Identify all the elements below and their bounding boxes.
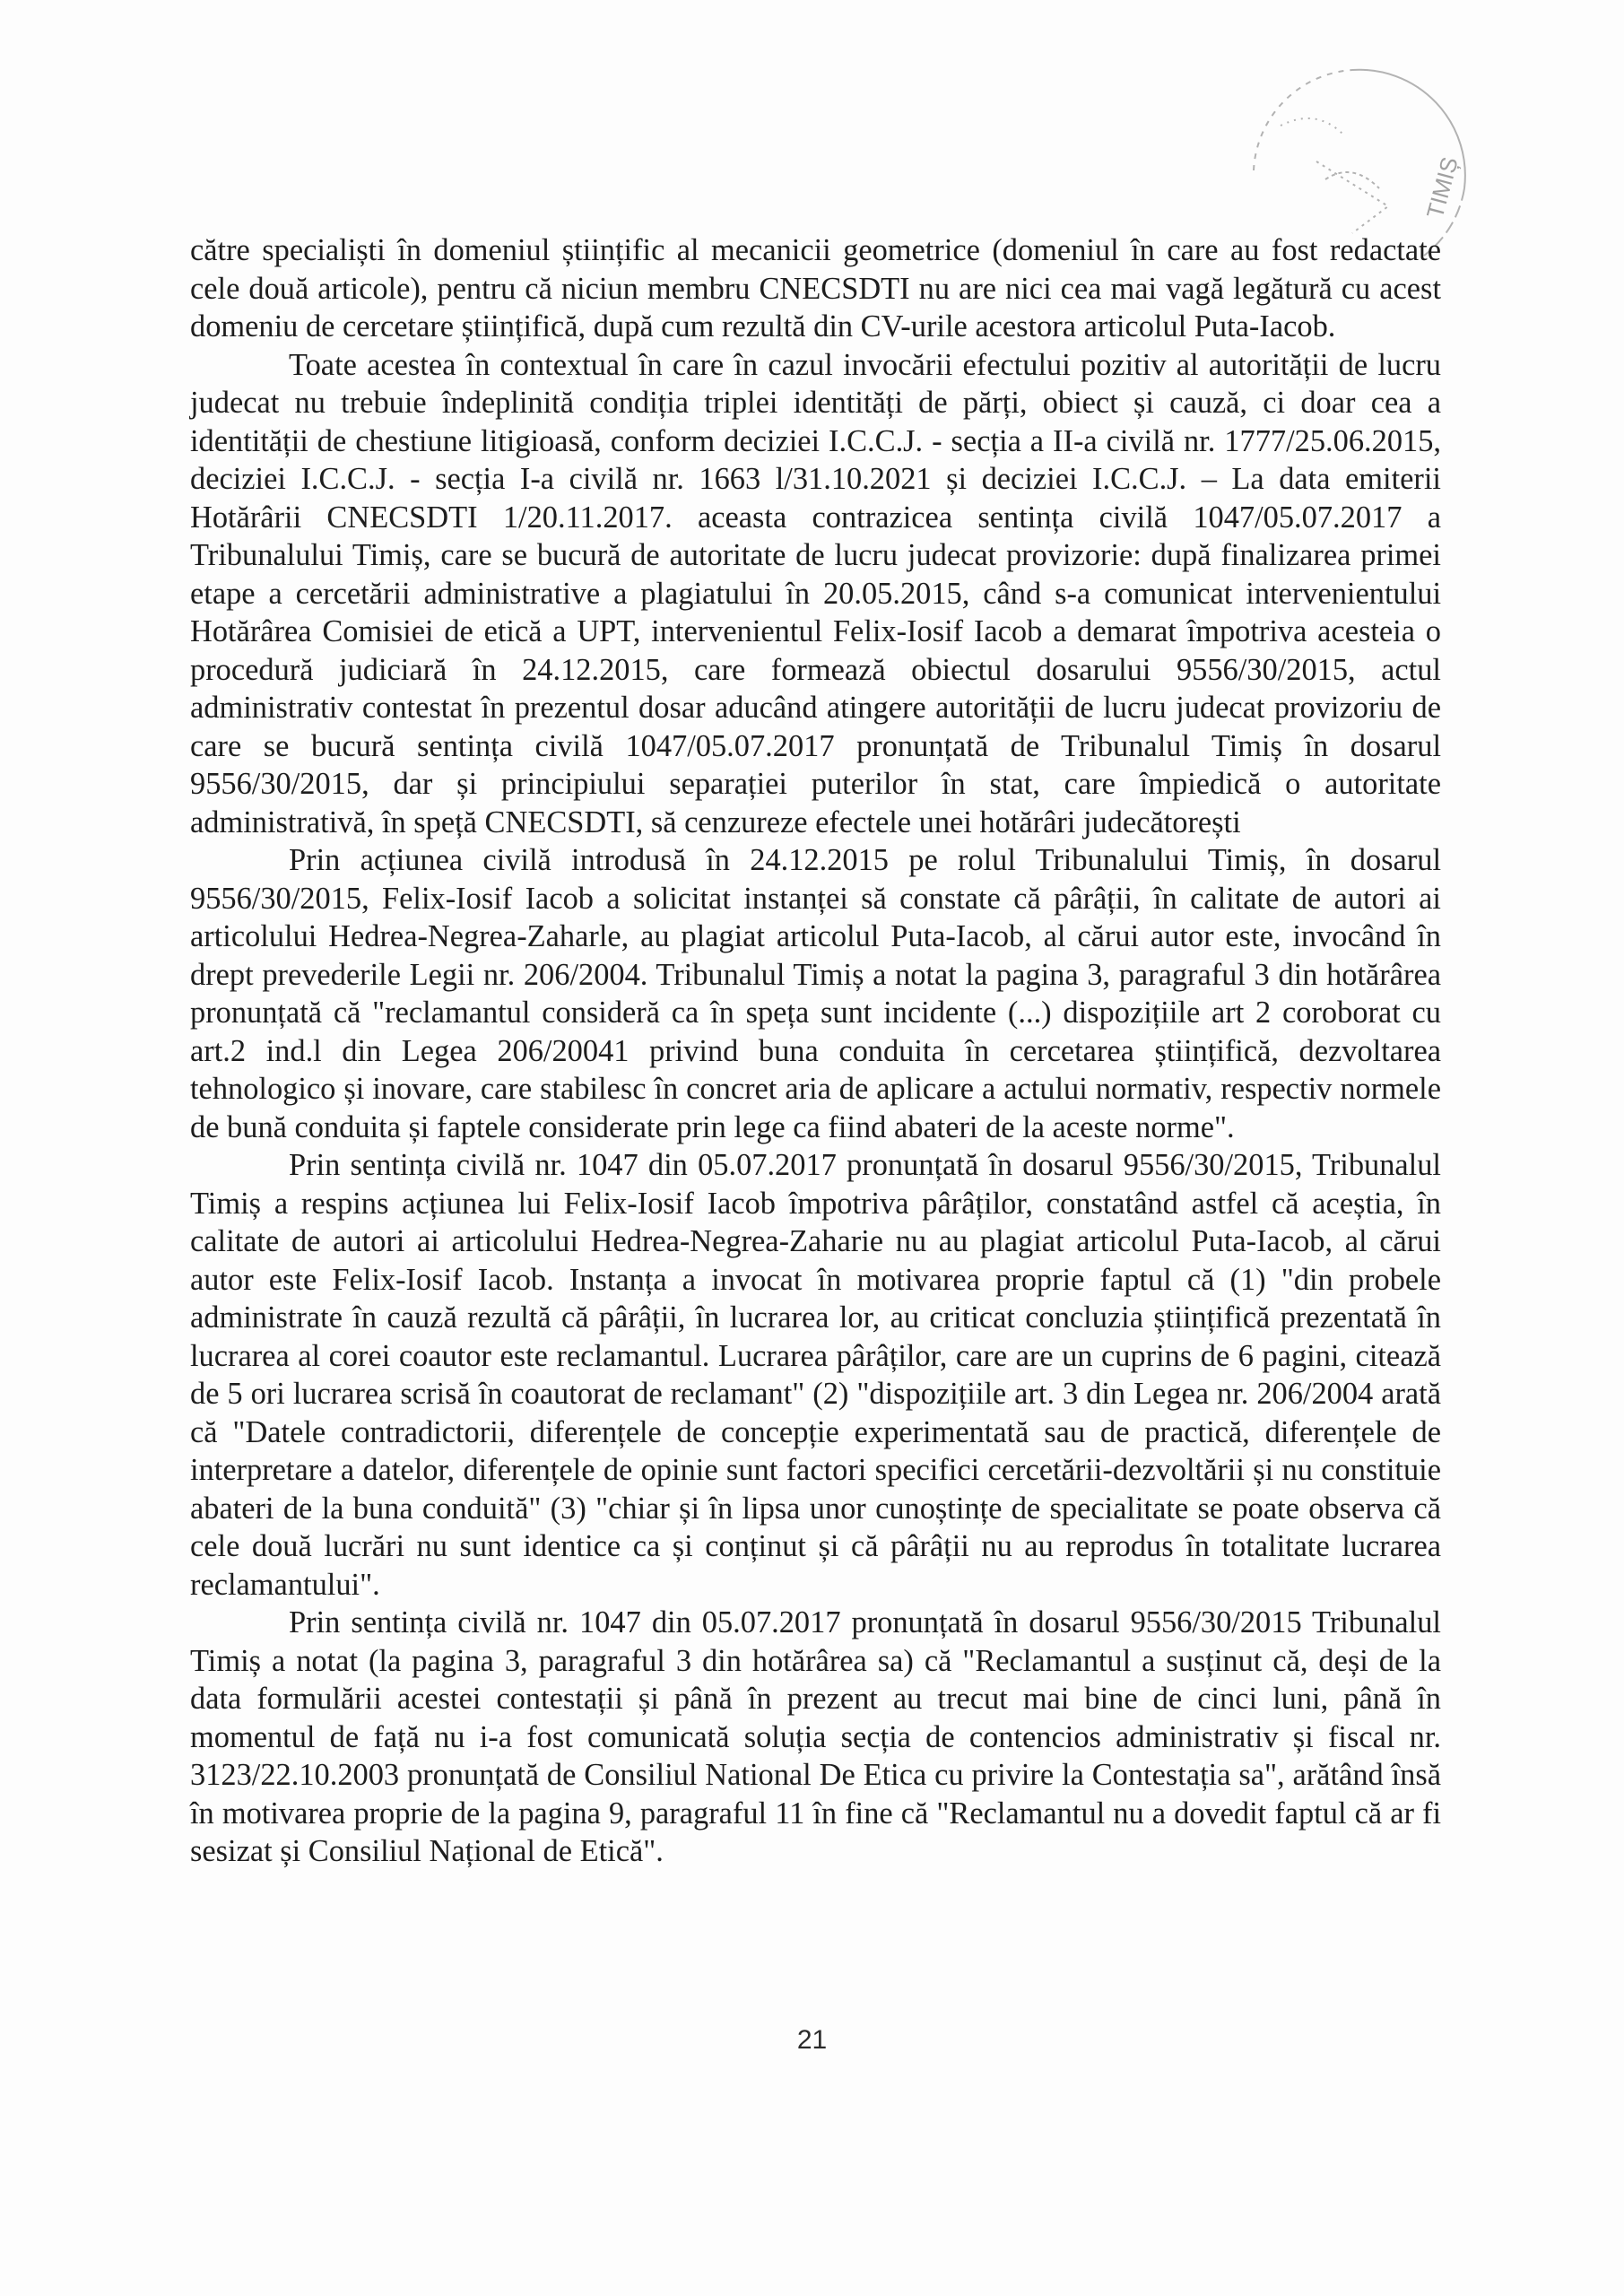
page-number: 21 [796,2025,828,2055]
paragraph: Toate acestea în contextual în care în cazul invocării efectului pozitiv al autorității de lucru judecat nu trebuie îndeplinită condiția triplei identități de părți, obiect și cauză, ci doar cea a identității de chestiune litigioasă, conform deciziei I.C.C.J. - secția a II-a civilă nr. 1777/25.06.2015, deciziei I.C.C.J. - secția I-a civilă nr. 1663 l/31.10.2021 și deciziei I.C.C.J. – La data emiterii Hotărârii CNECSDTI 1/20.11.2017. aceasta contrazicea sentința civilă 1047/05.07.2017 a Tribunalului Timiș, care se bucură de autoritate de lucru judecat provizorie: după finalizarea primei etape a cercetării administrative a plagiatului în 20.05.2015, când s-a comunicat intervenientului Hotărârea Comisiei de etică a UPT, intervenientul Felix-Iosif Iacob a demarat împotriva acesteia o procedură judiciară în 24.12.2015, care formează obiectul dosarului 9556/30/2015, actul administrativ contestat în prezentul dosar aducând atingere autorității de lucru judecat provizoriu de care se bucură sentința civilă 1047/05.07.2017 pronunțată de Tribunalul Timiș în dosarul 9556/30/2015, dar și principiului separației puterilor în stat, care împiedică o autoritate administrativă, în speță CNECSDTI, să cenzureze efectele unei hotărâri judecătorești [190,347,1441,839]
body-text [190,231,1441,1871]
paragraph: Prin acțiunea civilă introdusă în 24.12.2015 pe rolul Tribunalului Timiș, în dosarul 9556/30/2015, Felix-Iosif Iacob a solicitat instanței să constate că pârâții, în calitate de autori ai articolului Hedrea-Negrea-Zaharle, au plagiat articolul Puta-Iacob, al cărui autor este, invocând în drept prevederile Legii nr. 206/2004. Tribunalul Timiș a notat la pagina 3, paragraful 3 din hotărârea pronunțată că "reclamantul consideră ca în speța sunt incidente (...) dispozițiile art 2 coroborat cu art.2 ind.l din Legea 206/20041 privind buna conduita în cercetarea științifică, dezvoltarea tehnologico și inovare, care stabilesc în concret aria de aplicare a actului normativ, respectiv normele de bună conduita și faptele considerate prin lege ca fiind abateri de la aceste norme". [190,843,1441,1144]
paragraph: către specialiști în domeniul științific al mecanicii geometrice (domeniul în care au fost redactate cele două articole), pentru că niciun membru CNECSDTI nu are nici cea mai vagă legătură cu acest domeniu de cercetare științifică, după cum rezultă din CV-urile acestora articolul Puta-Iacob. [190,233,1441,344]
paragraph: Prin sentința civilă nr. 1047 din 05.07.2017 pronunțată în dosarul 9556/30/2015 Tribunalul Timiș a notat (la pagina 3, paragraful 3 din hotărârea sa) că "Reclamantul a susținut că, deși de la data formulării acestei contestații și până în prezent au trecut mai bine de cinci luni, până în momentul de față nu i-a fost comunicată soluția secția de contencios administrativ și fiscal nr. 3123/22.10.2003 pronunțată de Consiliul National De Etica cu privire la Contestația sa", arătând însă în motivarea proprie de la pagina 9, paragraful 11 în fine că "Reclamantul nu a dovedit faptul că ar fi sesizat și Consiliul Național de Etică". [190,1605,1441,1868]
svg-text:TIMIȘ: TIMIȘ [1420,153,1463,222]
paragraph: Prin sentința civilă nr. 1047 din 05.07.2017 pronunțată în dosarul 9556/30/2015, Tribunalul Timiș a respins acțiunea lui Felix-Iosif Iacob împotriva pârâților, constatând astfel că aceștia, în calitate de autori ai articolului Hedrea-Negrea-Zaharie nu au plagiat articolul Puta-Iacob, al cărui autor este Felix-Iosif Iacob. Instanța a invocat în motivarea proprie faptul că (1) "din probele administrate în cauză rezultă că pârâții, în lucrarea lor, au criticat concluzia științifică prezentată în lucrarea al corei coautor este reclamantul. Lucrarea pârâților, care are un cuprins de 6 pagini, citează de 5 ori lucrarea scrisă în coautorat de reclamant" (2) "dispozițiile art. 3 din Legea nr. 206/2004 arată că "Datele contradictorii, diferențele de concepție experimentată sau de practică, diferențele de interpretare a datelor, diferențele de opinie sunt factori specifici cercetării-dezvoltării și nu constituie abateri de la buna conduită" (3) "chiar și în lipsa unor cunoștințe de specialitate se poate observa că cele două lucrări nu sunt identice ca și conținut și că pârâții nu au reprodus în totalitate lucrarea reclamantului". [190,1148,1441,1602]
